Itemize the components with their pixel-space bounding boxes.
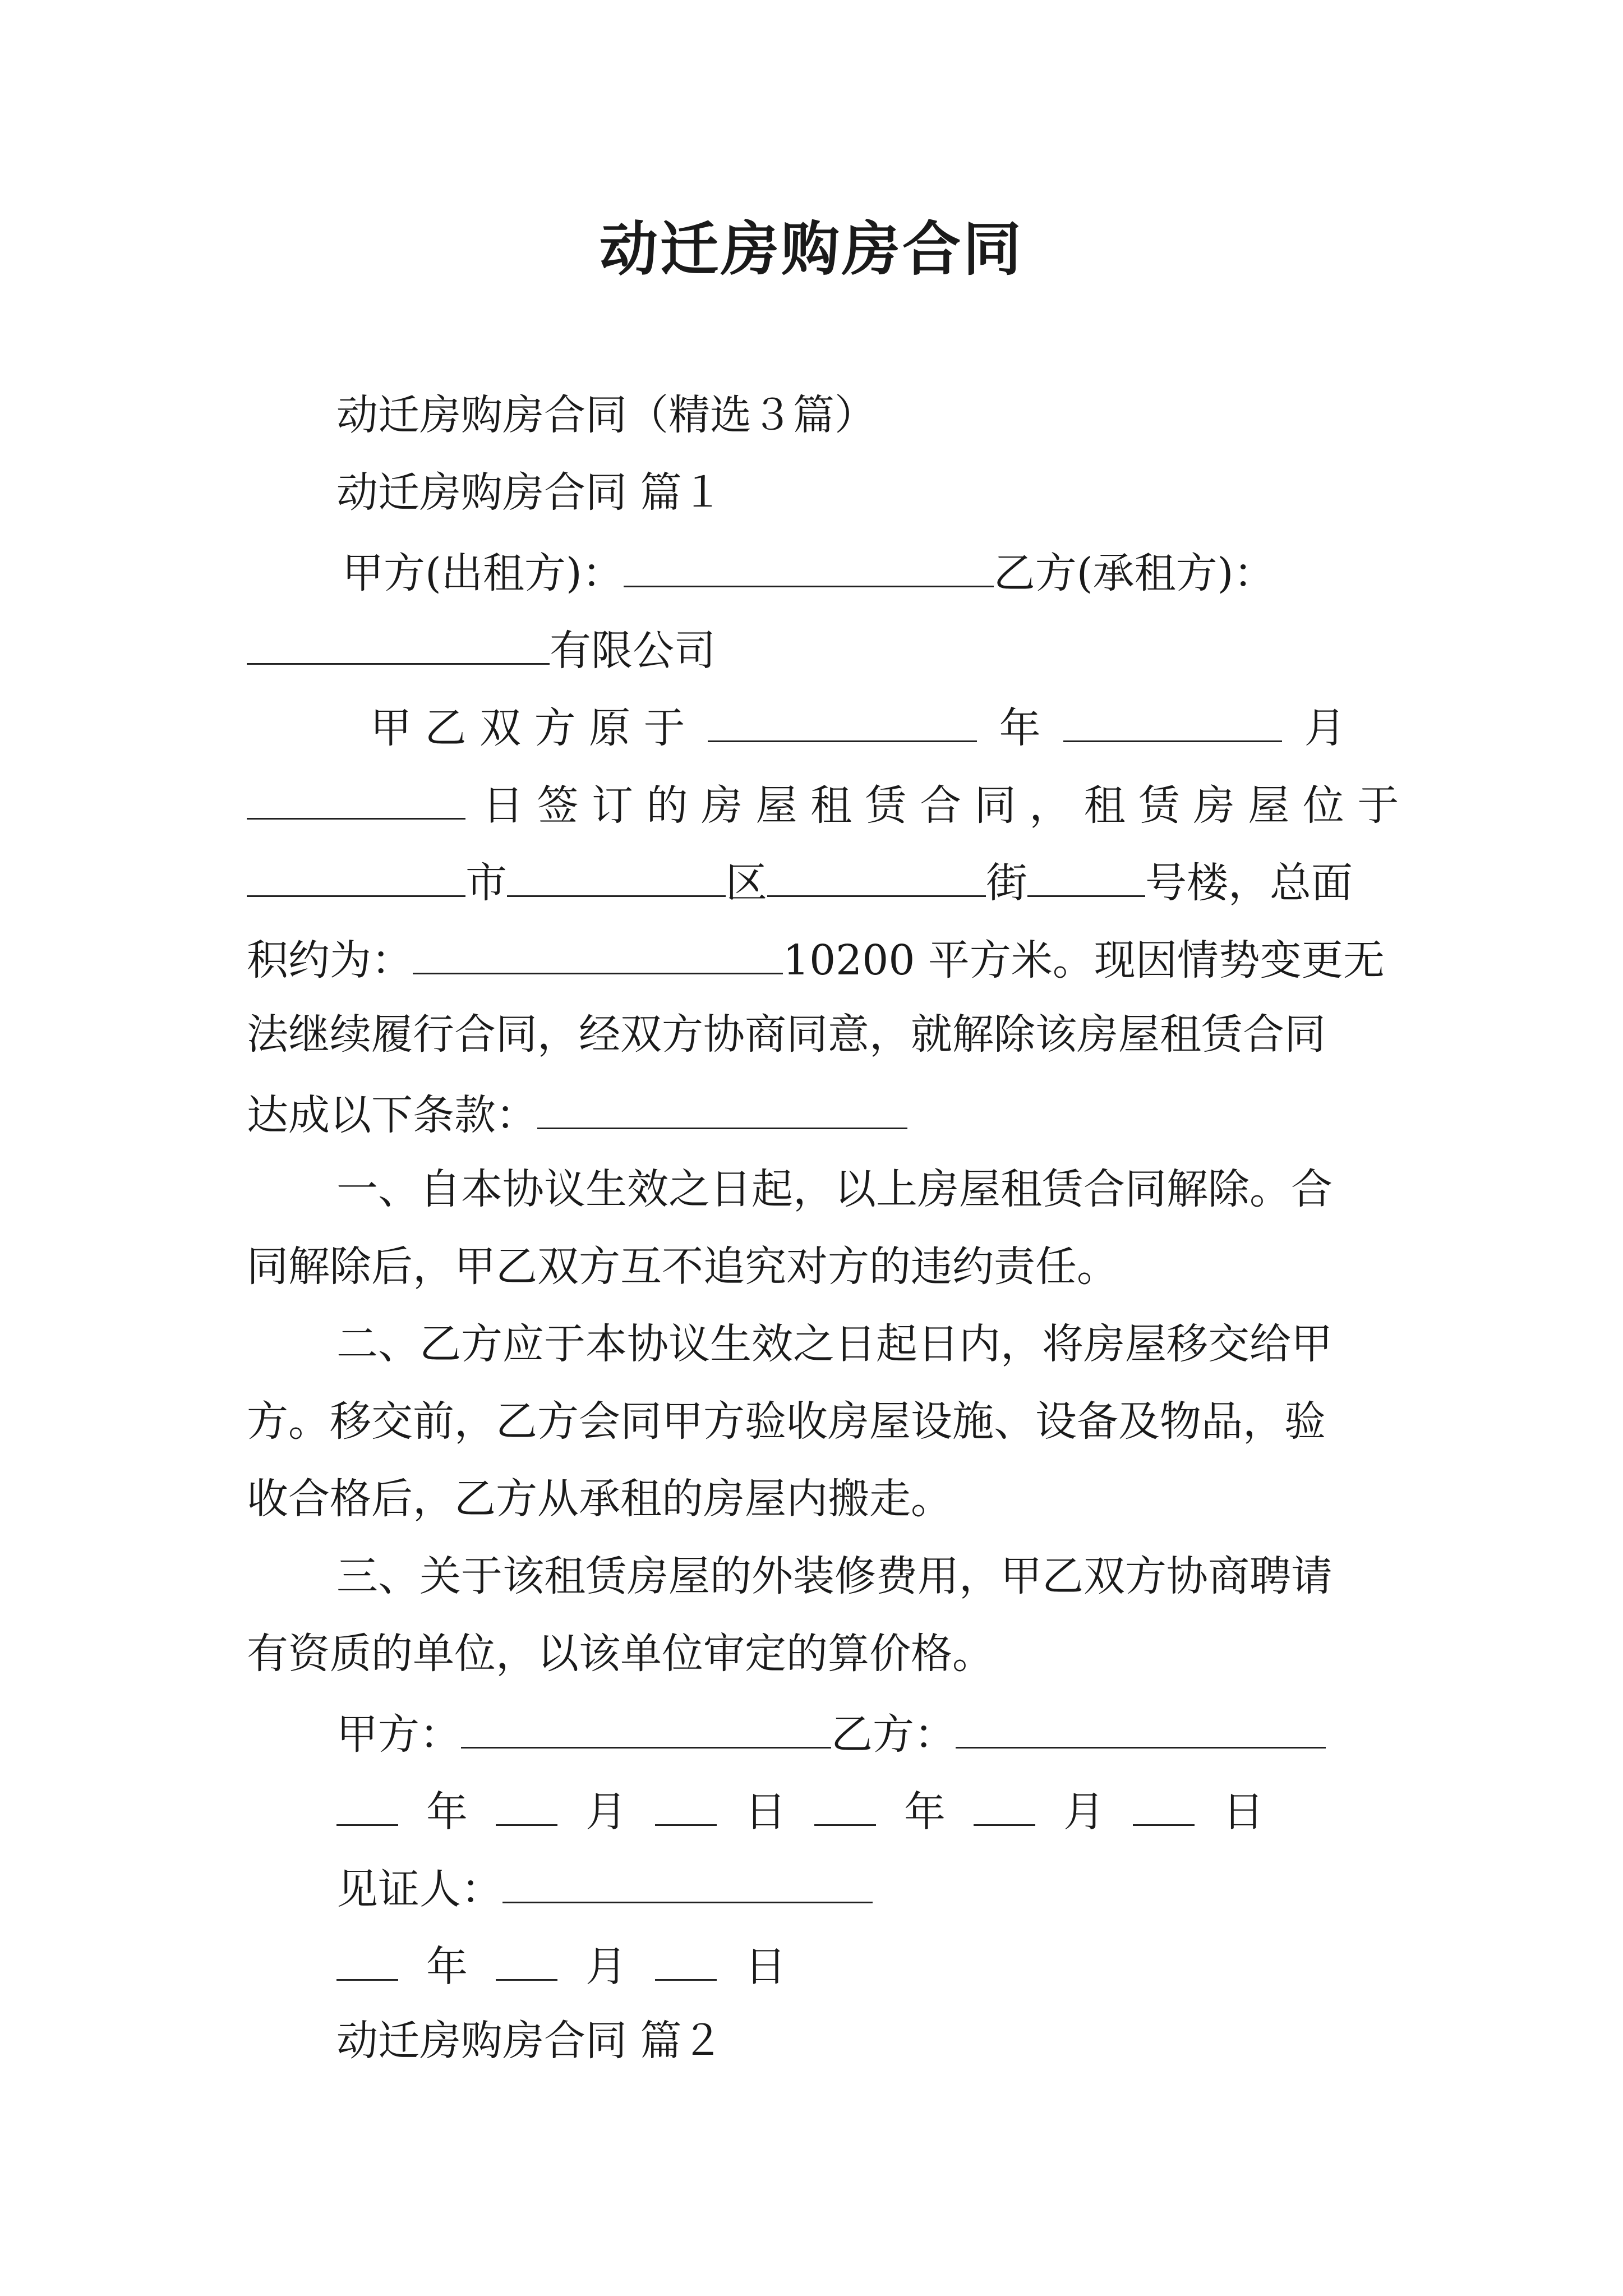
clause1-line2: 同解除后，甲乙双方互不追究对方的违约责任。 (247, 1243, 1118, 1291)
para1-text: 号楼，总面 (1145, 859, 1353, 907)
witness-blank (502, 1858, 873, 1903)
date-blank (336, 1780, 398, 1826)
city-label: 市 (465, 859, 507, 907)
day-label: 日 (745, 1943, 786, 1991)
page-title: 动迁房购房合同 (599, 215, 1023, 283)
city-blank (247, 852, 465, 897)
para1-line4 (247, 929, 1385, 988)
district-label: 区 (726, 859, 767, 907)
para1-line6 (247, 1084, 907, 1143)
month-label: 月 (585, 1943, 627, 1991)
clause3-line1: 三、关于该租赁房屋的外装修费用，甲乙双方协商聘请 (336, 1552, 1332, 1600)
company-blank (247, 619, 550, 665)
witness-date-line (336, 1935, 786, 1995)
street-blank (767, 852, 986, 897)
company-suffix: 有限公司 (550, 627, 716, 675)
section-heading-2: 动迁房购房合同 篇２ (336, 2017, 723, 2065)
witness-label: 见证人： (336, 1865, 502, 1913)
building-blank (1027, 852, 1145, 897)
street-label: 街 (986, 859, 1027, 907)
sign-party-a-blank (461, 1703, 831, 1749)
para1-line3 (247, 852, 1353, 911)
date-blank (496, 1935, 557, 1981)
company-line (247, 619, 716, 679)
clause2-line3: 收合格后，乙方从承租的房屋内搬走。 (247, 1475, 952, 1523)
clause2-line1: 二、乙方应于本协议生效之日起日内，将房屋移交给甲 (336, 1320, 1332, 1368)
party-b-label: 乙方(承租方)： (993, 549, 1275, 597)
day-label: 日 (745, 1788, 786, 1836)
para1-line1 (370, 697, 1346, 756)
para1-line5: 法继续履行合同，经双方协商同意，就解除该房屋租赁合同 (247, 1010, 1326, 1059)
para1-text: 达成以下条款： (247, 1091, 537, 1139)
para1-text: 积约为： (247, 936, 413, 984)
date-blank (336, 1935, 398, 1981)
section-heading-1: 动迁房购房合同 篇１ (336, 468, 723, 517)
year-blank (708, 697, 977, 742)
signature-line (336, 1703, 1326, 1763)
date-blank (1133, 1780, 1195, 1826)
para1-line2 (247, 774, 1399, 834)
party-line (342, 542, 1275, 601)
year-label: 年 (426, 1943, 468, 1991)
year-label: 年 (904, 1788, 946, 1836)
sign-party-b-label: 乙方： (831, 1710, 956, 1759)
party-a-label: 甲方(出租方)： (342, 549, 624, 597)
date-blank (655, 1780, 717, 1826)
para1-text: 10200 平方米。现因情势变更无 (783, 936, 1385, 984)
day-label: 日 (1223, 1788, 1264, 1836)
month-label: 月 (1063, 1788, 1105, 1836)
district-blank (507, 852, 726, 897)
month-label: 月 (585, 1788, 627, 1836)
area-blank (413, 929, 783, 974)
para1-text: 甲 乙 双 方 原 于 (370, 704, 685, 752)
para1-text: 日 签 订 的 房 屋 租 赁 合 同 ， 租 赁 房 屋 位 于 (482, 781, 1399, 830)
month-label: 月 (1304, 704, 1346, 752)
clause3-line2: 有资质的单位，以该单位审定的算价格。 (247, 1630, 994, 1678)
year-label: 年 (426, 1788, 468, 1836)
date-blank (814, 1780, 876, 1826)
date-blank (655, 1935, 717, 1981)
clause2-line2: 方。移交前，乙方会同甲方验收房屋设施、设备及物品，验 (247, 1397, 1326, 1446)
year-label: 年 (999, 704, 1041, 752)
sign-party-a-label: 甲方： (336, 1710, 461, 1759)
witness-line (336, 1858, 873, 1917)
party-a-blank (624, 542, 994, 587)
subtitle: 动迁房购房合同（精选３篇） (336, 391, 876, 439)
terms-blank (537, 1084, 907, 1129)
month-blank (1063, 697, 1282, 742)
day-blank (247, 774, 465, 820)
sign-party-b-blank (956, 1703, 1326, 1749)
sign-date-line (336, 1780, 1264, 1840)
date-blank (496, 1780, 557, 1826)
date-blank (974, 1780, 1035, 1826)
clause1-line1: 一、自本协议生效之日起，以上房屋租赁合同解除。合 (336, 1165, 1332, 1213)
